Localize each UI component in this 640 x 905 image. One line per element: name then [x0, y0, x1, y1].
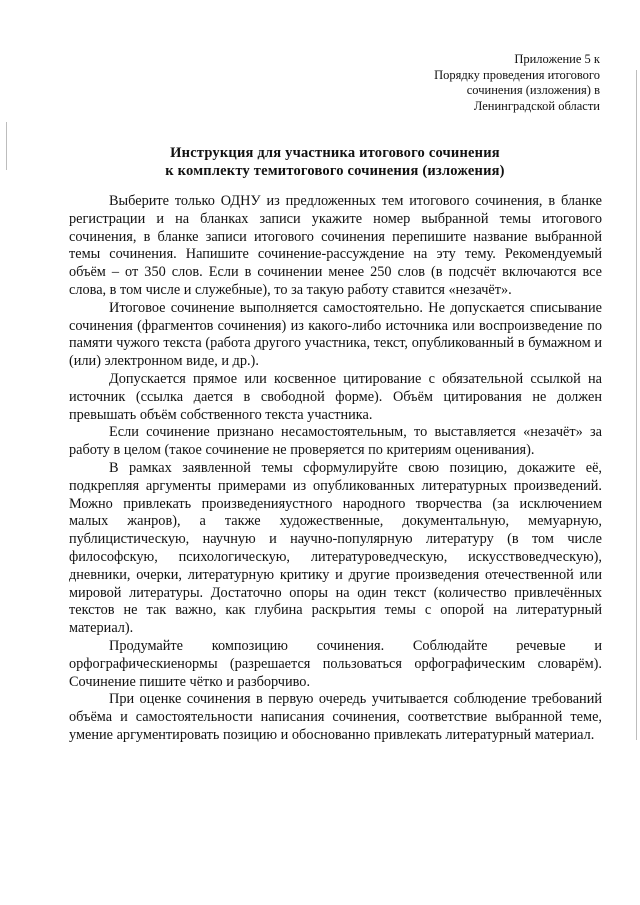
appendix-line: Порядку проведения итогового	[434, 67, 600, 82]
paragraph-assessment: При оценке сочинения в первую очередь учитывается соблюдение требований объёма и самостоятельности написания сочинения, соответствие выбранной теме, умение аргументировать позицию и обоснованно привлекать литературный материал.	[69, 691, 602, 743]
document-title	[95, 144, 575, 180]
title-line-2: к комплекту темитогового сочинения (изложения)	[165, 163, 505, 179]
appendix-reference	[360, 52, 600, 114]
paragraph-topic-choice: Выберите только ОДНУ из предложенных тем итогового сочинения, в бланке регистрации и на бланках записи укажите номер выбранной темы итогового сочинения, в бланке записи итогового сочинения перепишите название выбранной темы сочинения. Напишите сочинение-рассуждение на эту тему. Рекомендуемый объём – от 350 слов. Если в сочинении менее 250 слов (в подсчёт включаются все слова, в том числе и служебные), то за такую работу ставится «незачёт».	[69, 193, 602, 298]
instruction-body	[69, 193, 602, 745]
paragraph-composition: Продумайте композицию сочинения. Соблюдайте речевые и орфографическиенормы (разрешается пользоваться орфографическим словарём). Сочинение пишите чётко и разборчиво.	[69, 637, 602, 690]
paragraph-arguments: В рамках заявленной темы сформулируйте свою позицию, докажите её, подкрепляя аргументы примерами из опубликованных литературных произведений. Можно привлекать произведенияустного народного творчества (за исключением малых жанров), а также художественные, документальную, мемуарную, публицистическую, научную и научно-популярную литературу (в том числе философскую, психологическую, литературоведческую, искусствоведческую), дневники, очерки, литературную критику и другие произведения отечественной или мировой литературы. Достаточно опоры на один текст (количество привлечённых текстов не так важно, как глубина раскрытия темы с опорой на литературный материал).	[69, 459, 602, 637]
scan-edge-mark-right	[636, 70, 637, 740]
appendix-line: Приложение 5 к	[514, 52, 600, 66]
paragraph-citation: Допускается прямое или косвенное цитирование с обязательной ссылкой на источник (ссылка дается в свободной форме). Объём цитирования не должен превышать объём собственного текста участника.	[69, 370, 602, 423]
appendix-line: сочинения (изложения) в	[466, 83, 600, 97]
scan-edge-mark-left	[6, 122, 7, 170]
paragraph-fail-condition: Если сочинение признано несамостоятельным, то выставляется «незачёт» за работу в целом (такое сочинение не проверяется по критериям оценивания).	[69, 424, 602, 459]
title-line-1: Инструкция для участника итогового сочинения	[170, 145, 500, 161]
appendix-line: Ленинградской области	[473, 98, 600, 113]
paragraph-independence: Итоговое сочинение выполняется самостоятельно. Не допускается списывание сочинения (фрагментов сочинения) из какого-либо источника или воспроизведение по памяти чужого текста (работа другого участника, текст, опубликованный в бумажном и (или) электронном виде, и др.).	[69, 299, 602, 370]
